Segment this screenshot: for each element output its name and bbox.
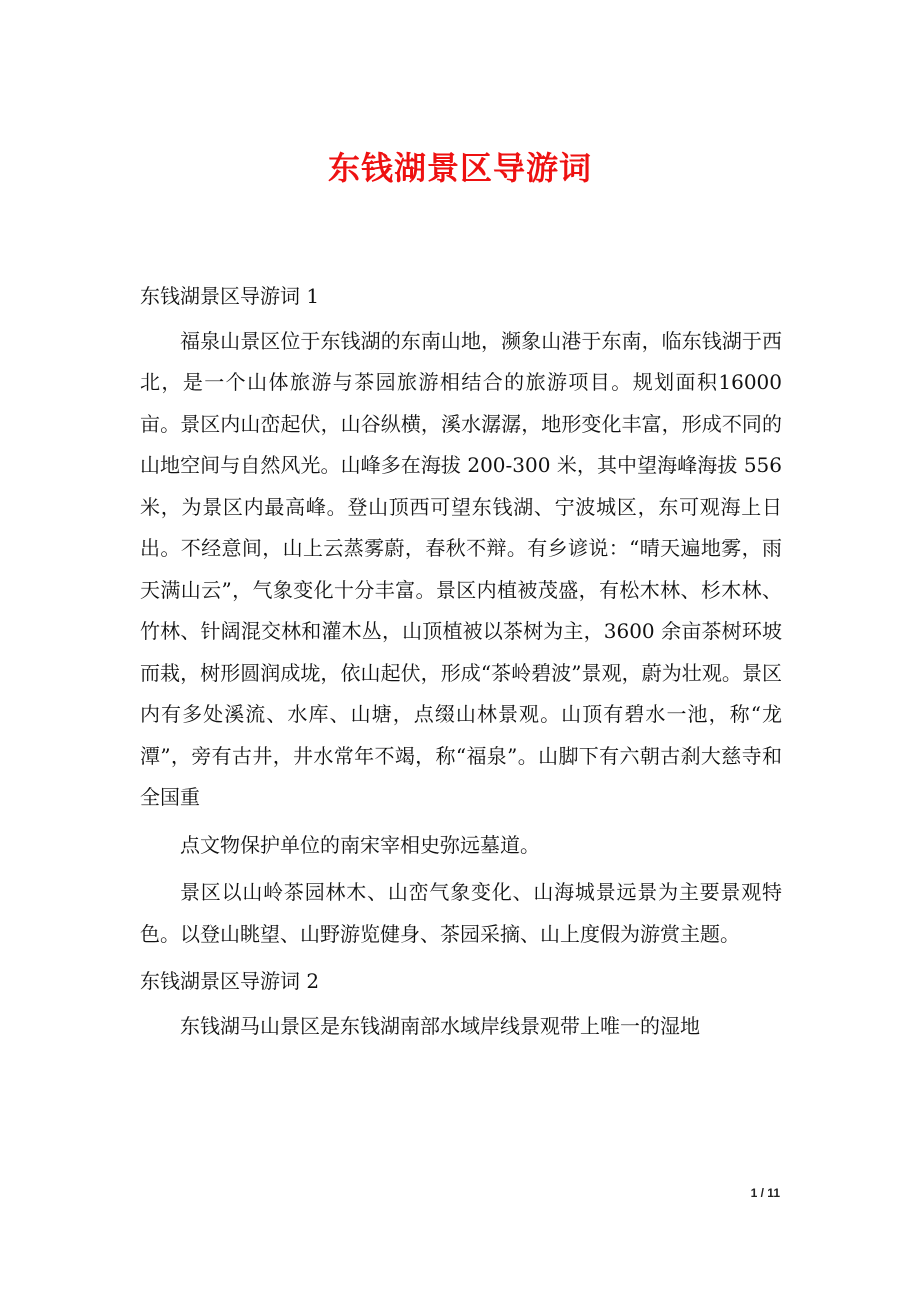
- paragraph: 福泉山景区位于东钱湖的东南山地，濒象山港于东南，临东钱湖于西北，是一个山体旅游与茶园旅游相结合的旅游项目。规划面积16000 亩。景区内山峦起伏，山谷纵横，溪水潺潺，地形变化丰富，形成不同的山地空间与自然风光。山峰多在海拔 200-300 米，其中望海峰海拔 556 米，为景区内最高峰。登山顶西可望东钱湖、宁波城区，东可观海上日出。不经意间，山上云蒸雾蔚，春秋不辩。有乡谚说：“晴天遍地雾，雨天满山云”，气象变化十分丰富。景区内植被茂盛，有松木林、杉木林、竹林、针阔混交林和灌木丛，山顶植被以茶树为主，3600 余亩茶树环坡而栽，树形圆润成垅，依山起伏，形成“茶岭碧波”景观，蔚为壮观。景区内有多处溪流、水库、山塘，点缀山林景观。山顶有碧水一池，称“龙潭”，旁有古井，井水常年不竭，称“福泉”。山脚下有六朝古刹大慈寺和全国重: [140, 328, 782, 809]
- paragraph: 点文物保护单位的南宋宰相史弥远墓道。: [180, 832, 540, 857]
- document-body: [140, 276, 782, 1053]
- paragraph: 景区以山岭茶园林木、山峦气象变化、山海城景远景为主要景观特色。以登山眺望、山野游览健身、茶园采摘、山上度假为游赏主题。: [140, 880, 782, 946]
- section-heading-2: 东钱湖景区导游词 2: [140, 969, 320, 993]
- section-heading-1: 东钱湖景区导游词 1: [140, 284, 320, 308]
- document-title: 东钱湖景区导游词: [327, 149, 592, 187]
- page-number: 1 / 11: [750, 1186, 780, 1200]
- paragraph: 东钱湖马山景区是东钱湖南部水域岸线景观带上唯一的湿地: [180, 1013, 700, 1038]
